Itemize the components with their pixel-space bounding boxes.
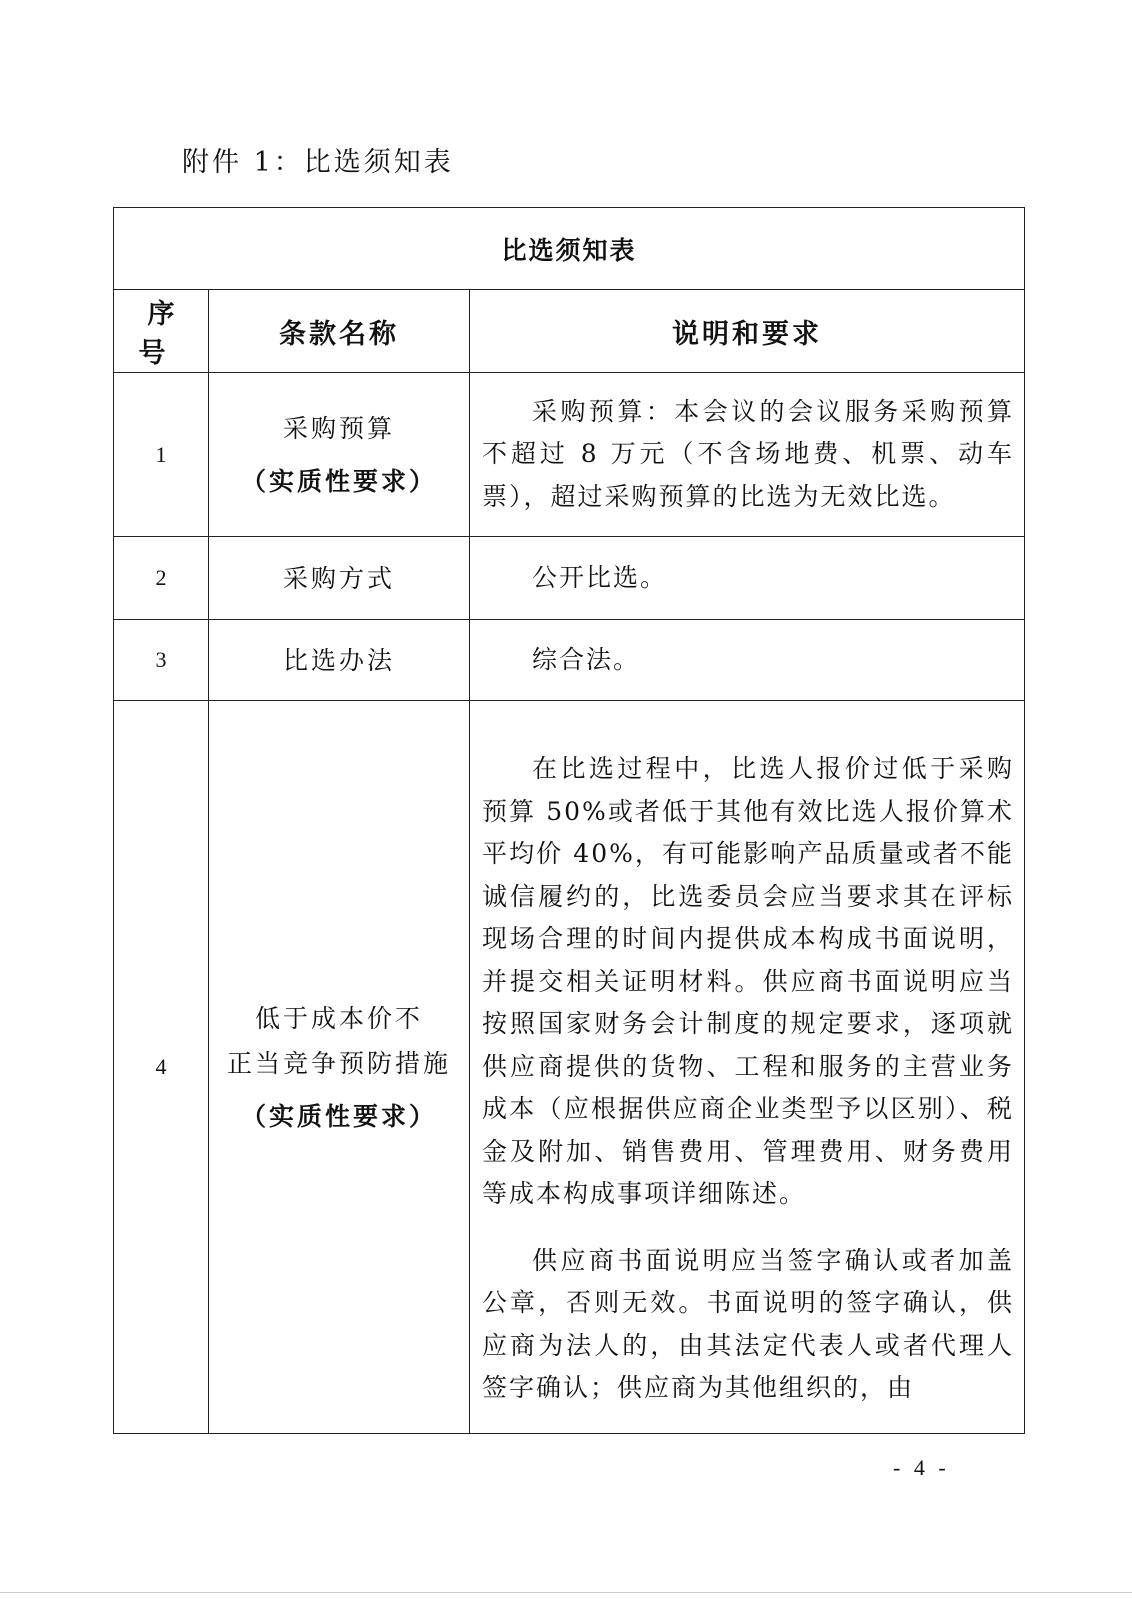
description-paragraph: 综合法。 [532,644,641,674]
row-number: 1 [114,373,209,537]
clause-name [209,373,470,537]
clause-description [470,620,1025,701]
table-row [114,620,1025,701]
header-name: 条款名称 [209,290,470,373]
clause-name-line: 比选办法 [282,645,395,675]
description-paragraph: 公开比选。 [532,562,668,592]
notice-table [113,207,1025,1434]
clause-description [470,373,1025,537]
clause-name-line: 采购预算 [282,413,395,443]
description-paragraph: 在比选过程中，比选人报价过低于采购预算 50%或者低于其他有效比选人报价算术平均价 40%，有可能影响产品质量或者不能诚信履约的，比选委员会应当要求其在评标现场合理的时间内提供成本构成书面说明，并提交相关证明材料。供应商书面说明应当按照国家财务会计制度的规定要求，逐项就供应商提供的货物、工程和服务的主营业务成本（应根据供应商企业类型予以区别）、税金及附加、销售费用、管理费用、财务费用等成本构成事项详细陈述。 [482,754,1015,1209]
header-desc: 说明和要求 [470,290,1025,373]
substantive-requirement-label: （实质性要求） [240,1101,437,1131]
row-number: 4 [114,701,209,1434]
clause-description [470,701,1025,1434]
page-number: - 4 - [893,1455,950,1480]
table-caption: 比选须知表 [114,208,1025,290]
bottom-divider [0,1592,1132,1593]
clause-name [209,537,470,620]
table-caption-row [114,208,1025,290]
substantive-requirement-label: （实质性要求） [240,466,437,496]
clause-name-line: 低于成本价不 [254,1003,423,1033]
table-row [114,537,1025,620]
clause-name [209,701,470,1434]
table-row [114,373,1025,537]
clause-description [470,537,1025,620]
description-paragraph: 采购预算：本会议的会议服务采购预算不超过 8 万元（不含场地费、机票、动车票），超过采购预算的比选为无效比选。 [482,396,1015,511]
clause-name-line: 采购方式 [282,563,395,593]
clause-name-line: 正当竞争预防措施 [226,1048,451,1078]
table-header-row [114,290,1025,373]
row-number: 3 [114,620,209,701]
header-seq: 序号 [114,290,209,373]
attachment-title: 附件 1：比选须知表 [182,147,454,178]
clause-name [209,620,470,701]
row-number: 2 [114,537,209,620]
description-paragraph: 供应商书面说明应当签字确认或者加盖公章，否则无效。书面说明的签字确认，供应商为法人的，由其法定代表人或者代理人签字确认；供应商为其他组织的，由 [482,1245,1015,1403]
table-row [114,701,1025,1434]
